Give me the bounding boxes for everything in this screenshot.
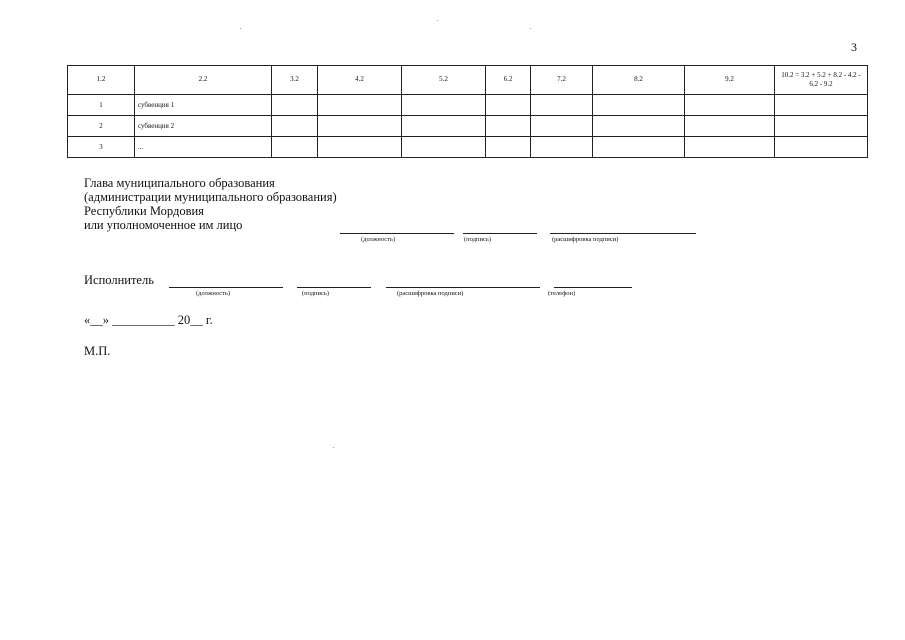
header-cell: 6.2	[486, 66, 531, 95]
table-cell	[402, 95, 486, 116]
table-cell	[685, 116, 775, 137]
header-cell: 9.2	[685, 66, 775, 95]
table-cell	[531, 116, 593, 137]
header-cell: 8.2	[593, 66, 685, 95]
row-number-cell: 2	[68, 116, 135, 137]
executor-position-caption: (должность)	[196, 290, 231, 297]
executor-decoding-caption: (расшифровка подписи)	[397, 290, 464, 297]
table-row	[68, 116, 868, 137]
scan-speck	[530, 28, 531, 29]
table-cell	[531, 95, 593, 116]
table-cell	[685, 95, 775, 116]
header-cell: 2.2	[135, 66, 272, 95]
scan-speck	[437, 20, 438, 21]
table-cell	[486, 116, 531, 137]
stamp-place: М.П.	[84, 344, 111, 358]
table-cell	[272, 137, 318, 158]
executor-phone-caption: (телефон)	[548, 290, 576, 297]
head-decoding-line	[550, 233, 696, 234]
table-cell	[685, 137, 775, 158]
table-cell	[775, 137, 868, 158]
row-label-cell: субвенция 2	[135, 116, 272, 137]
table-cell	[593, 137, 685, 158]
header-cell: 5.2	[402, 66, 486, 95]
table-cell	[593, 116, 685, 137]
head-title-line: Республики Мордовия	[84, 204, 204, 218]
row-label-cell: ...	[135, 137, 272, 158]
header-cell: 3.2	[272, 66, 318, 95]
head-position-line	[340, 233, 454, 234]
table-cell	[402, 137, 486, 158]
header-cell: 1.2	[68, 66, 135, 95]
table-row	[68, 137, 868, 158]
table-cell	[318, 95, 402, 116]
executor-phone-line	[554, 287, 632, 288]
head-title-line: Глава муниципального образования	[84, 176, 275, 190]
executor-position-line	[169, 287, 283, 288]
executor-signature-caption: (подпись)	[302, 290, 329, 297]
scan-speck	[240, 28, 241, 29]
table-cell	[318, 137, 402, 158]
header-cell: 10.2 = 3.2 + 5.2 + 8.2 - 4.2 - 6.2 - 9.2	[775, 66, 868, 95]
head-signature-line	[463, 233, 537, 234]
table-cell	[272, 95, 318, 116]
executor-signature-line	[297, 287, 371, 288]
table-cell	[486, 95, 531, 116]
scan-speck	[333, 447, 334, 448]
page-number: 3	[851, 40, 857, 54]
head-decoding-caption: (расшифровка подписи)	[552, 236, 619, 243]
header-cell: 4.2	[318, 66, 402, 95]
head-signature-caption: (подпись)	[464, 236, 491, 243]
head-signatory-title	[84, 176, 337, 232]
table-cell	[402, 116, 486, 137]
table-header-row	[68, 66, 868, 95]
data-table	[67, 65, 868, 158]
table-cell	[486, 137, 531, 158]
head-title-line: или уполномоченное им лицо	[84, 218, 243, 232]
table-cell	[775, 116, 868, 137]
table-cell	[272, 116, 318, 137]
table-row	[68, 95, 868, 116]
head-position-caption: (должность)	[361, 236, 396, 243]
table-cell	[318, 116, 402, 137]
row-label-cell: субвенция 1	[135, 95, 272, 116]
row-number-cell: 3	[68, 137, 135, 158]
table-cell	[531, 137, 593, 158]
executor-decoding-line	[386, 287, 540, 288]
executor-label: Исполнитель	[84, 273, 154, 287]
table-cell	[593, 95, 685, 116]
row-number-cell: 1	[68, 95, 135, 116]
header-cell: 7.2	[531, 66, 593, 95]
date-line: «__» __________ 20__ г.	[84, 313, 213, 327]
head-title-line: (администрации муниципального образования)	[84, 190, 337, 204]
table-cell	[775, 95, 868, 116]
